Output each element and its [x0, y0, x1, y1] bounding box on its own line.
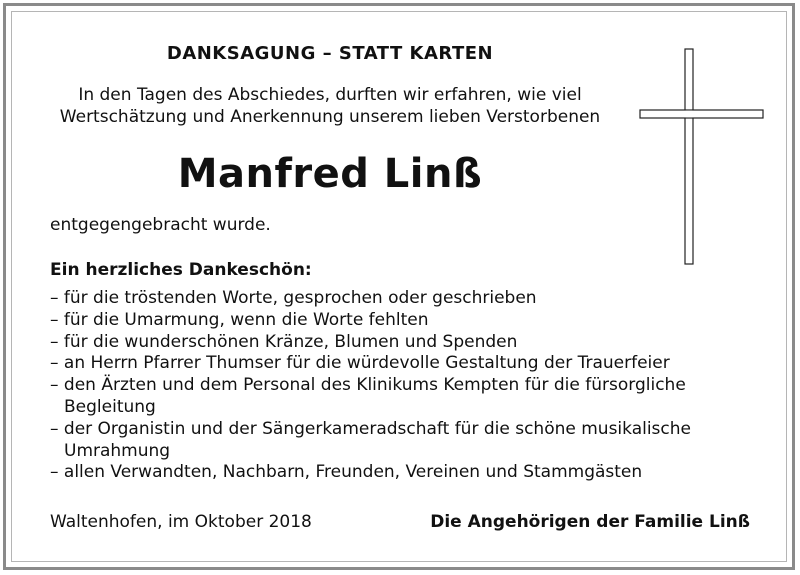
intro-line-2: Wertschätzung und Anerkennung unserem lieben Verstorbenen — [59, 107, 601, 127]
thanks-heading: Ein herzliches Dankeschön: — [50, 260, 312, 280]
list-item: – der Organistin und der Sängerkameradschaft für die schöne musikalische Umrahmung — [50, 418, 691, 461]
signature: Die Angehörigen der Familie Linß — [430, 512, 750, 532]
intro-text — [40, 84, 620, 128]
cross-icon — [636, 44, 766, 269]
list-item: – für die wunderschönen Kränze, Blumen und Spenden — [50, 331, 518, 352]
thanks-list — [50, 288, 770, 484]
place-date: Waltenhofen, im Oktober 2018 — [50, 512, 312, 532]
list-item: – den Ärzten und dem Personal des Klinikums Kempten für die fürsorgliche Begleitung — [50, 375, 686, 417]
after-name-text: entgegengebracht wurde. — [50, 215, 271, 235]
list-item: – für die tröstenden Worte, gesprochen oder geschrieben — [50, 288, 537, 308]
list-item: – an Herrn Pfarrer Thumser für die würdevolle Gestaltung der Trauerfeier — [50, 353, 670, 374]
intro-line-1: In den Tagen des Abschiedes, durften wir erfahren, wie viel — [78, 85, 582, 105]
deceased-name: Manfred Linß — [177, 151, 483, 197]
list-item: – allen Verwandten, Nachbarn, Freunden, Vereinen und Stammgästen — [50, 462, 643, 483]
list-item: – für die Umarmung, wenn die Worte fehlten — [50, 309, 429, 330]
notice-title: DANKSAGUNG – STATT KARTEN — [166, 43, 494, 64]
